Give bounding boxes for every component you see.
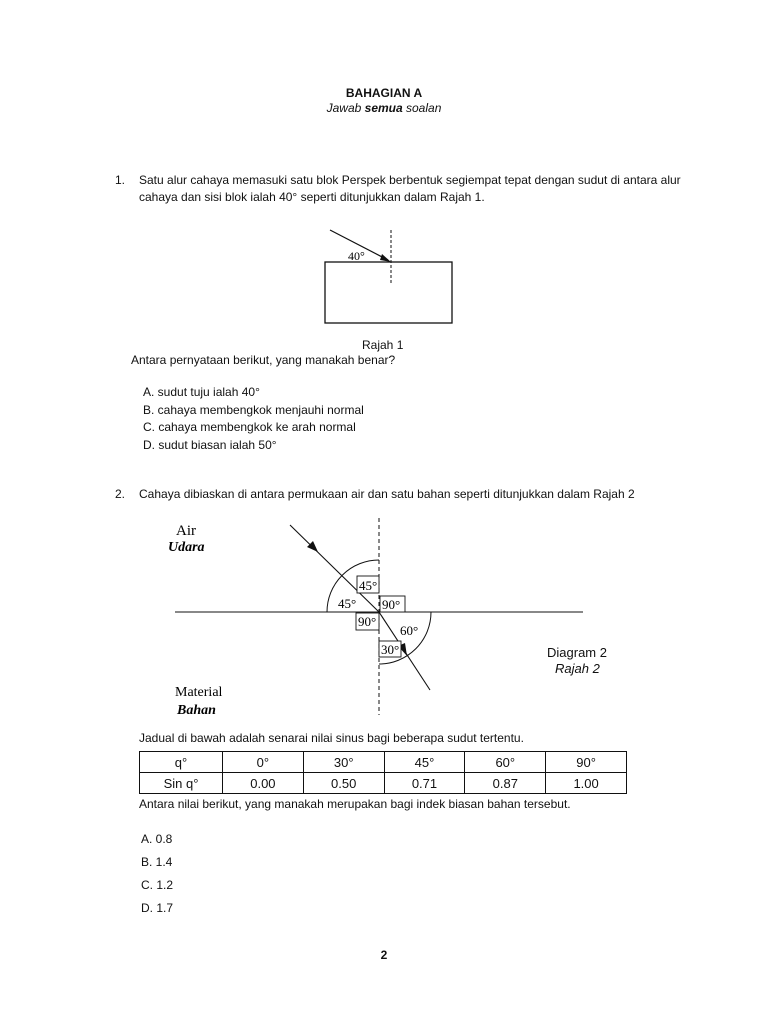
table-cell: 45° (384, 752, 465, 773)
rajah-1-diagram (300, 220, 480, 330)
angle-45-top-label: 45° (359, 578, 378, 593)
angle-45-left-label: 45° (338, 596, 357, 611)
question-1-line-1: Satu alur cahaya memasuki satu blok Perspek berbentuk segiempat tepat dengan sudut di antara alur (139, 173, 681, 187)
table-cell: Sin q° (140, 773, 223, 794)
diagram-2-caption: Diagram 2 (547, 645, 607, 660)
q1-option-c[interactable]: C. cahaya membengkok ke arah normal (143, 420, 356, 434)
rajah-2-caption: Rajah 2 (555, 661, 600, 676)
table-intro: Jadual di bawah adalah senarai nilai sinus bagi beberapa sudut tertentu. (139, 731, 524, 745)
question-1-line-2: cahaya dan sisi blok ialah 40° seperti ditunjukkan dalam Rajah 1. (139, 190, 485, 204)
instruction-prefix: Jawab (326, 101, 365, 115)
label-udara: Udara (168, 540, 205, 555)
table-row-angle (140, 752, 627, 773)
table-cell: 0.71 (384, 773, 465, 794)
q2-option-d[interactable]: D. 1.7 (141, 901, 174, 915)
question-2-text: Cahaya dibiaskan di antara permukaan air dan satu bahan seperti ditunjukkan dalam Rajah 2 (139, 487, 635, 501)
question-1-number: 1. (115, 173, 126, 187)
table-cell: 1.00 (546, 773, 627, 794)
angle-90-left-label: 90° (358, 614, 377, 629)
q2-option-a[interactable]: A. 0.8 (141, 832, 173, 846)
table-cell: 60° (465, 752, 546, 773)
table-cell: q° (140, 752, 223, 773)
label-air: Air (176, 523, 196, 539)
angle-30-label: 30° (381, 642, 400, 657)
table-row-sine (140, 773, 627, 794)
section-title: BAHAGIAN A (345, 86, 423, 100)
q2-option-c[interactable]: C. 1.2 (141, 878, 174, 892)
question-1-prompt: Antara pernyataan berikut, yang manakah benar? (131, 353, 396, 367)
question-1-text (139, 172, 699, 206)
angle-40-label: 40° (348, 249, 365, 263)
question-2-prompt: Antara nilai berikut, yang manakah merupakan bagi indek biasan bahan tersebut. (139, 797, 571, 811)
rajah-1-caption: Rajah 1 (362, 338, 404, 352)
question-2-number: 2. (115, 487, 126, 501)
table-cell: 0.00 (223, 773, 304, 794)
table-cell: 0.87 (465, 773, 546, 794)
angle-60-label: 60° (400, 623, 419, 638)
instruction-suffix: soalan (402, 101, 442, 115)
rajah-2-diagram (160, 510, 630, 720)
q1-option-a[interactable]: A. sudut tuju ialah 40° (143, 385, 260, 399)
page-number: 2 (380, 948, 388, 962)
q1-option-b[interactable]: B. cahaya membengkok menjauhi normal (143, 403, 364, 417)
sine-table (139, 751, 627, 794)
label-bahan: Bahan (177, 703, 216, 718)
perspex-block (325, 262, 452, 323)
label-material: Material (175, 685, 223, 700)
q1-option-d[interactable]: D. sudut biasan ialah 50° (143, 438, 277, 452)
table-cell: 90° (546, 752, 627, 773)
table-cell: 30° (303, 752, 384, 773)
ray-arrowhead (380, 254, 391, 262)
section-instruction (0, 101, 768, 115)
table-cell: 0.50 (303, 773, 384, 794)
q2-option-b[interactable]: B. 1.4 (141, 855, 173, 869)
angle-90-right-label: 90° (382, 597, 401, 612)
incident-ray (290, 525, 379, 612)
table-cell: 0° (223, 752, 304, 773)
instruction-emphasis: semua (364, 101, 403, 115)
